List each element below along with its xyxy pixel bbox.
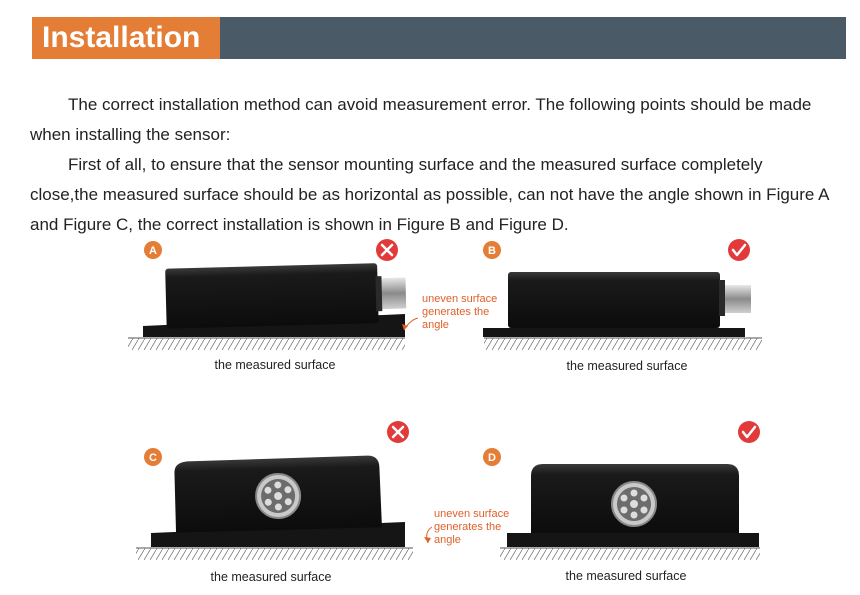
figure-b xyxy=(483,239,762,373)
caption-a: the measured surface xyxy=(214,358,336,372)
caption-b: the measured surface xyxy=(566,359,688,373)
figure-c xyxy=(136,421,509,584)
check-icon xyxy=(738,421,760,443)
caption-d: the measured surface xyxy=(565,569,687,583)
svg-text:uneven surface: uneven surface xyxy=(422,293,498,305)
check-icon xyxy=(728,239,750,261)
svg-text:generates the: generates the xyxy=(422,306,490,318)
connector-face-icon xyxy=(612,482,656,526)
badge-d xyxy=(483,448,501,466)
badge-c xyxy=(144,448,162,466)
badge-b xyxy=(483,241,501,259)
svg-text:generates the: generates the xyxy=(434,521,502,533)
caption-c: the measured surface xyxy=(210,570,332,584)
connector-face-icon xyxy=(256,473,301,518)
intro-paragraph: The correct installation method can avoid measurement error. The following points should be made when installing the sensor: xyxy=(30,95,812,144)
svg-text:A: A xyxy=(149,245,157,257)
wrong-icon xyxy=(376,239,398,261)
svg-text:uneven surface: uneven surface xyxy=(434,508,510,520)
svg-text:D: D xyxy=(488,452,496,464)
svg-text:angle: angle xyxy=(422,319,449,331)
svg-text:B: B xyxy=(488,245,496,257)
badge-a xyxy=(144,241,162,259)
page-title: Installation xyxy=(32,17,220,59)
figure-d xyxy=(483,421,760,583)
figure-a xyxy=(128,239,497,372)
instruction-paragraph: First of all, to ensure that the sensor mounting surface and the measured surface completely close,the measured surface should be as horizontal as possible, can not have the angle shown in Figure A and Figure C, the correct installation is shown in Figure B and Figure D. xyxy=(30,155,829,234)
svg-text:angle: angle xyxy=(434,534,461,546)
svg-text:C: C xyxy=(149,452,157,464)
wrong-icon xyxy=(387,421,409,443)
